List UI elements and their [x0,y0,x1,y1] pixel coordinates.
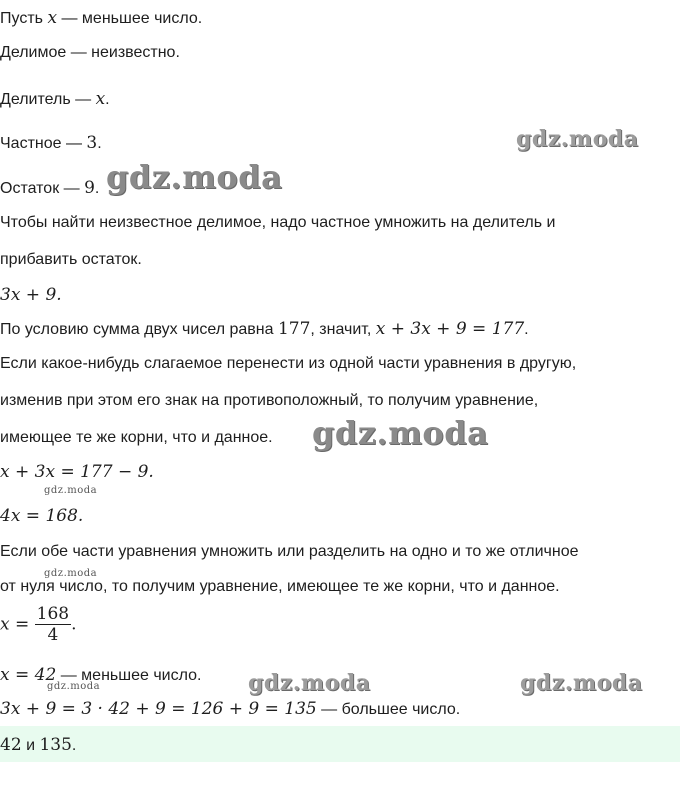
text: и [21,737,40,754]
text: Если какое-нибудь слагаемое перенести из одной части уравнения в другую, [0,355,577,372]
math: x + 3x = 177 − 9. [0,462,154,482]
math: 4x = 168. [0,506,84,526]
text: — меньшее число. [56,667,202,684]
answer-box [0,726,680,762]
line-smaller [0,664,201,687]
text: Остаток — [0,180,85,197]
text: , значит, [310,321,376,338]
math: x + 3x + 9 = 177 [375,319,525,339]
math: 9 [84,178,95,198]
line-rule-1 [0,212,555,234]
math: 3 [86,133,98,153]
text: Частное — [0,135,87,152]
line-dividend [0,42,180,64]
math: 3x + 9. [0,285,62,305]
line-rule-4 [0,390,538,412]
text: Пусть [0,10,48,27]
numerator: 168 [36,604,70,624]
math: x = [0,614,35,635]
text: имеющее те же корни, что и данное. [0,429,273,446]
text: . [97,135,102,152]
math: 42 [0,735,22,755]
line-condition [0,318,529,341]
math: x = 42 [0,665,57,685]
line-rule-2 [0,249,142,271]
line-divisor [0,88,110,111]
text: . [94,180,100,197]
answer-text [0,734,76,757]
line-equation-1 [0,461,154,483]
line-rule-3 [0,353,576,375]
text: . [524,321,529,338]
text: Если обе части уравнения умножить или разделить на одно и то же отличное [0,543,579,560]
text: прибавить остаток. [0,251,142,268]
text: . [105,91,110,108]
line-let [0,7,202,30]
math: x [95,89,106,109]
watermark: gdz.moda [312,414,489,452]
watermark: gdz.moda [44,485,98,496]
math: x [47,8,58,28]
text: Делимое — неизвестно. [0,44,180,61]
watermark: gdz.moda [520,670,643,696]
line-rule-6 [0,541,579,563]
watermark: gdz.moda [47,681,101,692]
line-expression [0,284,62,306]
line-fraction [0,604,77,645]
watermark: gdz.moda [516,126,639,152]
text: — большее число. [316,701,461,718]
denominator: 4 [47,625,59,645]
text: Чтобы найти неизвестное делимое, надо частное умножить на делитель и [0,214,556,231]
line-larger [0,698,460,721]
fraction [35,604,71,645]
math: 177 [277,319,311,339]
line-equation-2 [0,505,83,527]
math: 135 [39,735,72,755]
watermark: gdz.moda [248,670,371,696]
line-rule-5 [0,427,273,449]
math: 3x + 9 = 3 · 42 + 9 = 126 + 9 = 135 [0,699,317,719]
text: — меньшее число. [57,10,203,27]
watermark: gdz.moda [106,158,283,196]
text: Делитель — [0,91,96,108]
math: . [71,614,77,635]
line-remainder [0,177,99,200]
line-quotient [0,132,102,155]
text: По условию сумма двух чисел равна [0,321,278,338]
text: от нуля число, то получим уравнение, имеющее те же корни, что и данное. [0,578,560,595]
text: . [71,737,77,754]
text: изменив при этом его знак на противоположный, то получим уравнение, [0,392,539,409]
line-rule-7 [0,576,560,598]
watermark: gdz.moda [44,568,98,579]
